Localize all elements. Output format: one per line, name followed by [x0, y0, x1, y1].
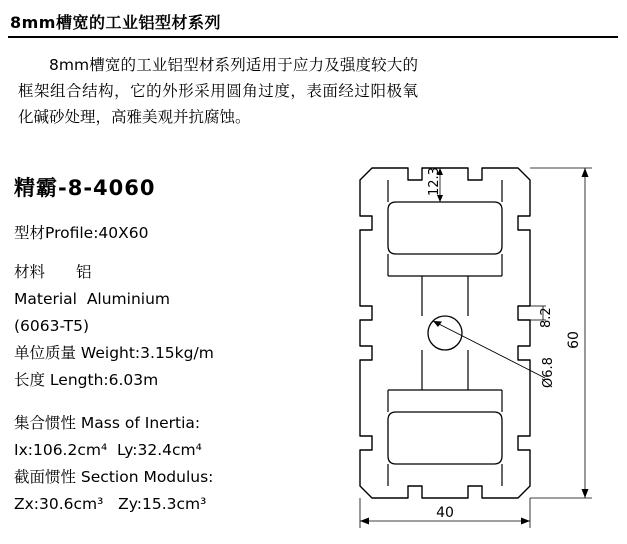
title-divider	[8, 36, 618, 38]
spec-modulus-label: 截面惯性 Section Modulus:	[14, 468, 214, 486]
spec-length: 长度 Length:6.03m	[14, 371, 159, 389]
dimension-height-label: 60	[566, 331, 582, 349]
spec-material-cn: 材料 铝	[14, 263, 92, 281]
intro-paragraph: 8mm槽宽的工业铝型材系列适用于应力及强度较大的框架组合结构，它的外形采用圆角过度，表面经过阳极氧化碱砂处理，高雅美观并抗腐蚀。	[18, 56, 418, 126]
page-title: 8mm槽宽的工业铝型材系列	[10, 13, 221, 32]
dimension-slot-width-label: 8.2	[539, 307, 554, 328]
model-name: 精霸-8-4060	[14, 176, 156, 200]
spec-alloy: (6063-T5)	[14, 317, 90, 335]
spec-inertia-label: 集合惯性 Mass of Inertia:	[14, 414, 201, 432]
spec-material-en: Material Aluminium	[14, 290, 171, 308]
dimension-bore-label: Ø6.8	[541, 357, 556, 388]
spec-profile: 型材Profile:40X60	[14, 224, 149, 242]
spec-modulus-values: Zx:30.6cm³ Zy:15.3cm³	[14, 495, 207, 513]
spec-unit-weight: 单位质量 Weight:3.15kg/m	[14, 344, 214, 362]
spec-inertia-values: Ix:106.2cm⁴ Ly:32.4cm⁴	[14, 441, 202, 459]
specification-block	[14, 172, 344, 518]
dimension-width-label: 40	[436, 505, 454, 521]
dimension-slot-depth-label: 12.3	[427, 167, 442, 196]
dimension-height	[530, 168, 592, 498]
profile-drawing	[330, 150, 620, 540]
